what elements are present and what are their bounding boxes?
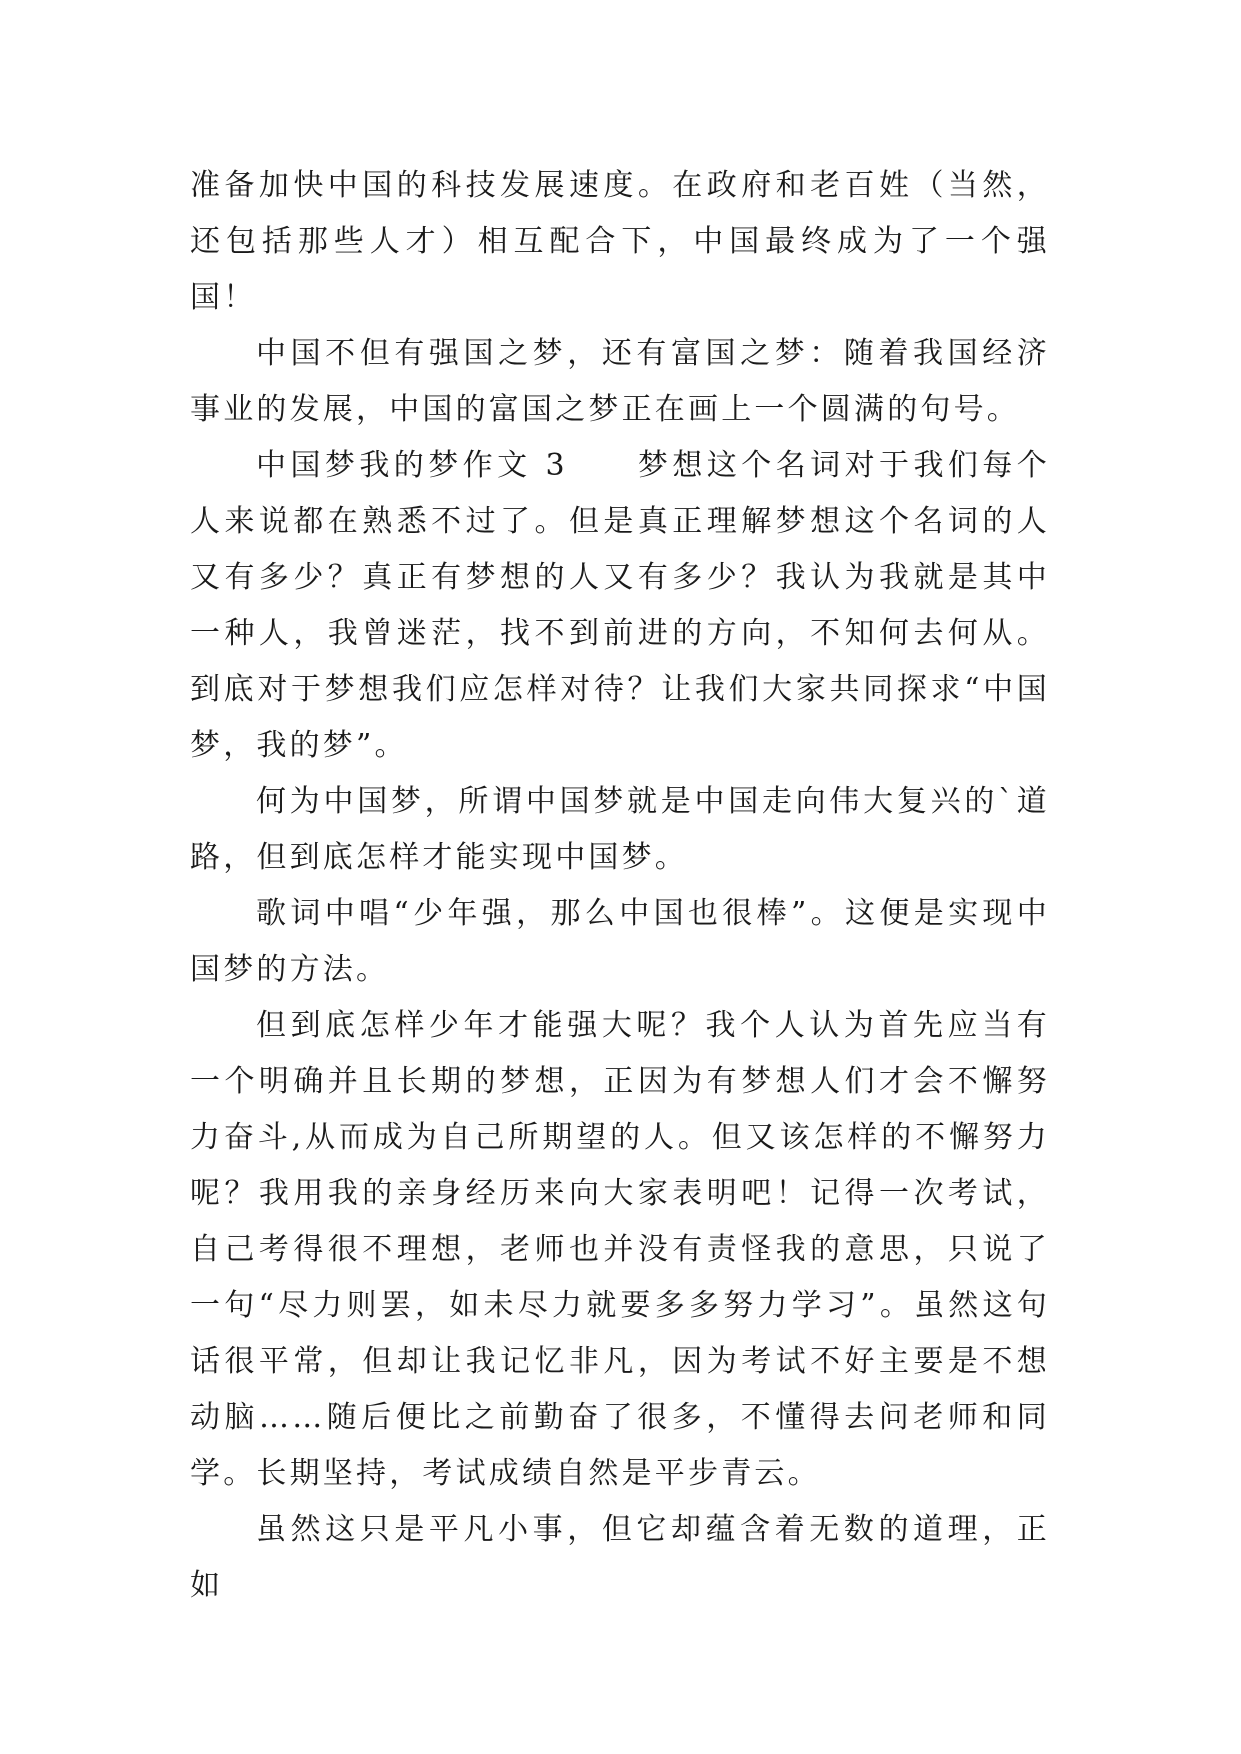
paragraph-6: 但到底怎样少年才能强大呢？我个人认为首先应当有一个明确并且长期的梦想，正因为有梦想人们才会不懈努力奋斗,从而成为自己所期望的人。但又该怎样的不懈努力呢？我用我的亲身经历来向大家表明吧！记得一次考试，自己考得很不理想，老师也并没有责怪我的意思，只说了一句“尽力则罢，如未尽力就要多多努力学习”。虽然这句话很平常，但却让我记忆非凡，因为考试不好主要是不想动脑……随后便比之前勤奋了很多，不懂得去问老师和同学。长期坚持，考试成绩自然是平步青云。 xyxy=(190,1008,1050,1491)
document-page xyxy=(190,158,1050,1614)
paragraph-7: 虽然这只是平凡小事，但它却蕴含着无数的道理，正如 xyxy=(190,1512,1050,1603)
paragraph-5: 歌词中唱“少年强，那么中国也很棒”。这便是实现中国梦的方法。 xyxy=(190,896,1050,987)
paragraph-3: 中国梦我的梦作文 3 梦想这个名词对于我们每个人来说都在熟悉不过了。但是真正理解梦想这个名词的人又有多少？真正有梦想的人又有多少？我认为我就是其中一种人，我曾迷茫，找不到前进的方向，不知何去何从。到底对于梦想我们应怎样对待？让我们大家共同探求“中国梦，我的梦”。 xyxy=(190,448,1050,763)
paragraph-2: 中国不但有强国之梦，还有富国之梦：随着我国经济事业的发展，中国的富国之梦正在画上一个圆满的句号。 xyxy=(190,336,1050,427)
paragraph-1: 准备加快中国的科技发展速度。在政府和老百姓（当然，还包括那些人才）相互配合下，中国最终成为了一个强国！ xyxy=(190,168,1050,315)
paragraph-4: 何为中国梦，所谓中国梦就是中国走向伟大复兴的`道路，但到底怎样才能实现中国梦。 xyxy=(190,784,1050,875)
